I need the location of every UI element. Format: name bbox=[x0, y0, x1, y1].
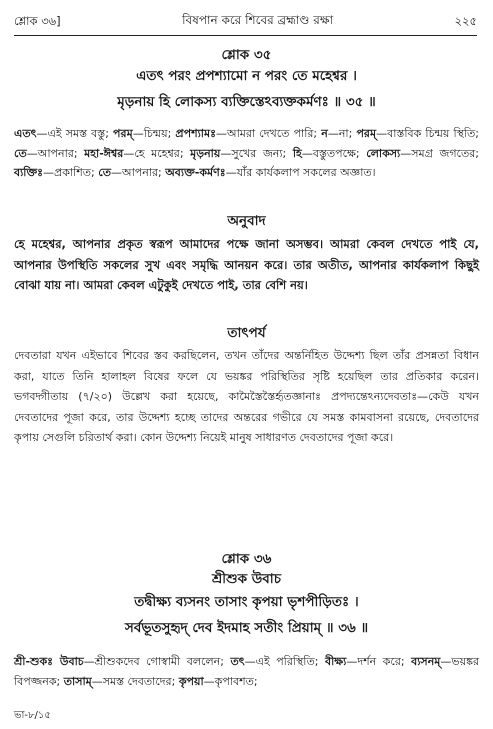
synonym-meaning: —আমরা দেখতে পারি; bbox=[215, 127, 322, 140]
synonym-meaning: —বস্তুতপক্ষে; bbox=[301, 146, 367, 160]
synonym-word: হি bbox=[292, 146, 302, 160]
synonym-word: ন bbox=[321, 127, 328, 140]
verse-36-line-2: সর্বভূতসুহৃদ্ দেব ইদমাহ সতীং প্রিয়াম্ ॥ ৩৬ ॥ bbox=[124, 620, 369, 636]
synonym-word: মহা-ঈশ্বর bbox=[84, 146, 124, 160]
signature-mark: ভা-৮/১৫ bbox=[14, 710, 51, 721]
synonym-meaning: —আপনার; bbox=[110, 166, 166, 179]
purport-text: দেবতারা যখন এইভাবে শিবের স্তব করছিলেন, তখন তাঁদের অন্তর্নিহিত উদ্দেশ্য ছিল তাঁর প্রসন্নতা বিধান করা, যাতে তিনি হালাহল বিষের ফলে যে ভয়ঙ্কর পরিস্থিতির সৃষ্টি হয়েছিল তার প্রতিকার করেন। ভগবদ্গীতায় (৭/২০) উল্লেখ করা হয়েছে, কামৈস্তৈস্তৈর্হৃতজ্ঞানাঃ প্রপদ্যন্তেঽন্যদেবতাঃ—কেউ যখন দেবতাদের পূজা করে, তার উদ্দেশ্য হচ্ছে তাদের অন্তরের গভীরে যে সমস্ত কামবাসনা রয়েছে, দেবতাদের কৃপায় সেগুলি চরিতার্থ করা। কোন উদ্দেশ্য নিয়েই মানুষ সাধারণত দেবতাদের পূজা করে। bbox=[14, 349, 479, 444]
synonym-meaning: —বাস্তবিক চিন্ময় স্থিতি; bbox=[376, 127, 479, 140]
synonym-meaning: —ভয়ঙ্কর বিপজ্জনক; bbox=[14, 655, 479, 688]
synonym-word: এতৎ bbox=[14, 127, 37, 140]
synonyms-paragraph bbox=[14, 124, 479, 183]
synonym-word: বীক্ষ্য bbox=[324, 655, 347, 668]
synonym-meaning: —প্রকাশিত; bbox=[43, 166, 99, 179]
synonym-meaning: —যাঁর কার্যকলাপ সকলের অজ্ঞাত। bbox=[225, 166, 376, 179]
verse-35-line-2: মৃড়নায় হি লোকস্য ব্যক্তিস্তেঽব্যক্তকর্মণঃ ॥ ৩৫ ॥ bbox=[117, 94, 376, 110]
verse-36-speaker: শ্রীশুক উবাচ bbox=[211, 571, 282, 587]
header-chapter-title: বিষপান করে শিবের ব্রহ্মাণ্ড রক্ষা bbox=[182, 13, 334, 27]
synonym-meaning: —শ্রীশুকদেব গোস্বামী বললেন; bbox=[83, 655, 231, 668]
synonym-word: পরম্ bbox=[356, 127, 377, 140]
synonym-word: তে bbox=[14, 146, 27, 160]
synonym-meaning: —চিন্ময়; bbox=[132, 127, 176, 140]
synonym-word: অব্যক্ত-কর্মণঃ bbox=[165, 166, 226, 179]
synonym-meaning: —সুখের জন্য; bbox=[220, 146, 293, 160]
synonym-word: তৎ bbox=[230, 655, 245, 668]
verse-36-heading: শ্লোক ৩৬ bbox=[221, 551, 272, 567]
synonym-word: লোকস্য bbox=[366, 146, 401, 160]
verse-36-line-1: তদ্বীক্ষ্য ব্যসনং তাসাং কৃপয়া ভৃশপীড়িতঃ । bbox=[134, 594, 359, 610]
running-header bbox=[14, 10, 477, 34]
verse-35-heading: শ্লোক ৩৫ bbox=[221, 47, 272, 63]
synonym-meaning: —এই পরিস্থিতি; bbox=[244, 655, 325, 668]
synonym-word: মৃড়নায় bbox=[190, 146, 221, 160]
translation-text: হে মহেশ্বর, আপনার প্রকৃত স্বরূপ আমাদের পক্ষে জানা অসম্ভব। আমরা কেবল দেখতে পাই যে, আপনার উপস্থিতি সকলের সুখ এবং সমৃদ্ধি আনয়ন করে। তার অতীত, আপনার কার্যকলাপ কিছুই বোঝা যায় না। আমরা কেবল এটুকুই দেখতে পাই, তার বেশি নয়। bbox=[14, 237, 479, 292]
header-verse-ref: শ্লোক ৩৬] bbox=[14, 13, 61, 28]
synonym-meaning: —না; bbox=[327, 127, 357, 140]
synonym-meaning: —আপনার; bbox=[26, 146, 85, 160]
synonym-word: প্রপশ্যামঃ bbox=[175, 127, 216, 140]
synonym-meaning: —কৃপাবশত; bbox=[203, 674, 258, 688]
verse-35-line-1: এতৎ পরং প্রপশ্যামো ন পরং তে মহেশ্বর । bbox=[136, 68, 357, 84]
synonym-meaning: —এই সমস্ত বস্তু; bbox=[36, 127, 114, 140]
synonym-word: তে bbox=[98, 166, 111, 179]
synonym-word: তাসাম্ bbox=[63, 674, 92, 688]
purport-heading: তাৎপর্য bbox=[227, 325, 266, 341]
synonym-word: ব্যসনম্ bbox=[411, 655, 441, 668]
synonyms-paragraph bbox=[14, 652, 479, 691]
verse-36-synonyms bbox=[14, 652, 479, 691]
synonym-meaning: —সমস্ত দেবতাদের; bbox=[91, 674, 179, 688]
synonym-meaning: —সমগ্র জগতের; bbox=[400, 146, 479, 160]
verse-35-synonyms bbox=[14, 124, 479, 183]
translation-heading: অনুবাদ bbox=[227, 213, 266, 229]
synonym-word: শ্রী-শুকঃ উবাচ bbox=[14, 655, 84, 668]
synonym-meaning: —হে মহেশ্বর; bbox=[123, 146, 191, 160]
synonym-word: পরম্ bbox=[113, 127, 133, 140]
synonym-word: কৃপয়া bbox=[178, 674, 204, 688]
page-number: ২২৫ bbox=[454, 13, 477, 28]
header-rule bbox=[14, 35, 477, 36]
synonym-word: ব্যক্তিঃ bbox=[14, 166, 44, 179]
synonym-meaning: —দর্শন করে; bbox=[346, 655, 412, 668]
